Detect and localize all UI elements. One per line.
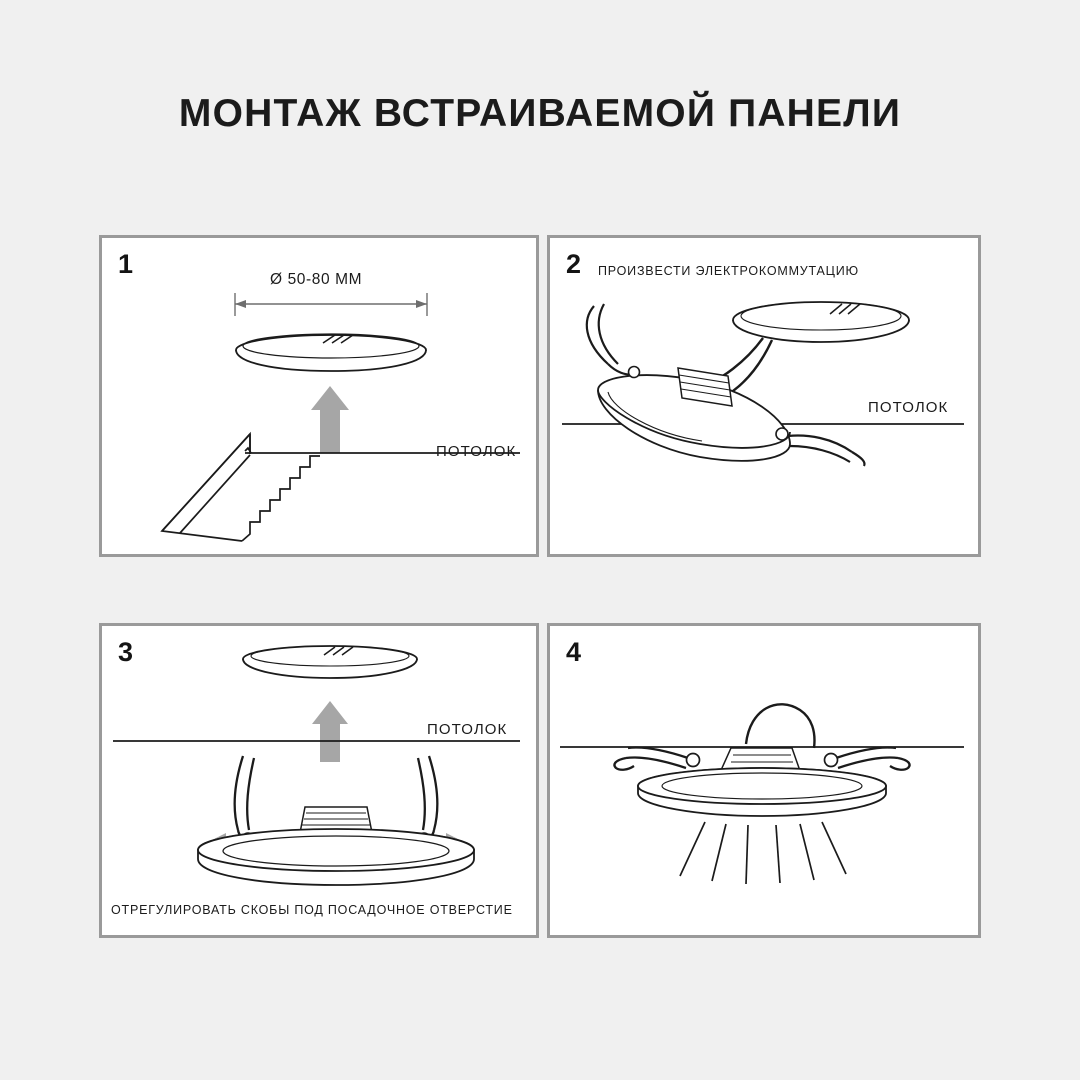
step-panel-1 [99,235,539,557]
spring-clip-left [587,304,634,375]
step-panel-3 [99,623,539,938]
step-panel-4 [547,623,981,938]
dimension-arrow-left [235,300,246,308]
spring-clip-right [788,436,865,466]
ceiling-label-1: ПОТОЛОК [436,443,517,460]
spring-clip-right-3 [418,756,437,839]
light-rays [680,822,846,884]
step-2-caption: ПРОИЗВЕСТИ ЭЛЕКТРОКОММУТАЦИЮ [598,264,859,278]
step-3-caption: ОТРЕГУЛИРОВАТЬ СКОБЫ ПОД ПОСАДОЧНОЕ ОТВЕРСТИЕ [111,903,513,917]
step-3-illustration [102,626,536,936]
step-1-illustration [102,238,536,554]
dimension-arrow-right [416,300,427,308]
up-arrow-3 [312,701,348,762]
led-panel-disc [236,334,426,371]
wire-loop-4 [746,704,814,748]
panel-ring-body-3 [198,829,474,885]
spring-clip-right-4 [836,747,910,769]
up-arrow-1 [311,386,349,453]
clip-pivot-left-4 [687,754,700,767]
step-number-2: 2 [566,249,582,279]
ceiling-label-3: ПОТОЛОК [427,721,508,738]
page-title: МОНТАЖ ВСТРАИВАЕМОЙ ПАНЕЛИ [178,92,902,135]
clip-pivot-right [776,428,788,440]
led-panel-disc-2 [733,302,909,342]
clip-pivot-left [629,367,640,378]
diameter-label: Ø 50-80 ММ [270,271,363,288]
ceiling-label-2: ПОТОЛОК [868,399,949,416]
step-4-illustration [550,626,978,936]
step-panel-2 [547,235,981,557]
panel-ring-body-4 [638,768,886,816]
step-number-3: 3 [118,637,134,667]
step-number-1: 1 [118,249,134,279]
clip-pivot-right-4 [825,754,838,767]
stairs-shape [162,434,320,541]
step-number-4: 4 [566,637,582,667]
step-2-illustration [550,238,978,554]
spring-clip-left-4 [614,747,688,769]
spring-clip-left-3 [235,756,254,839]
